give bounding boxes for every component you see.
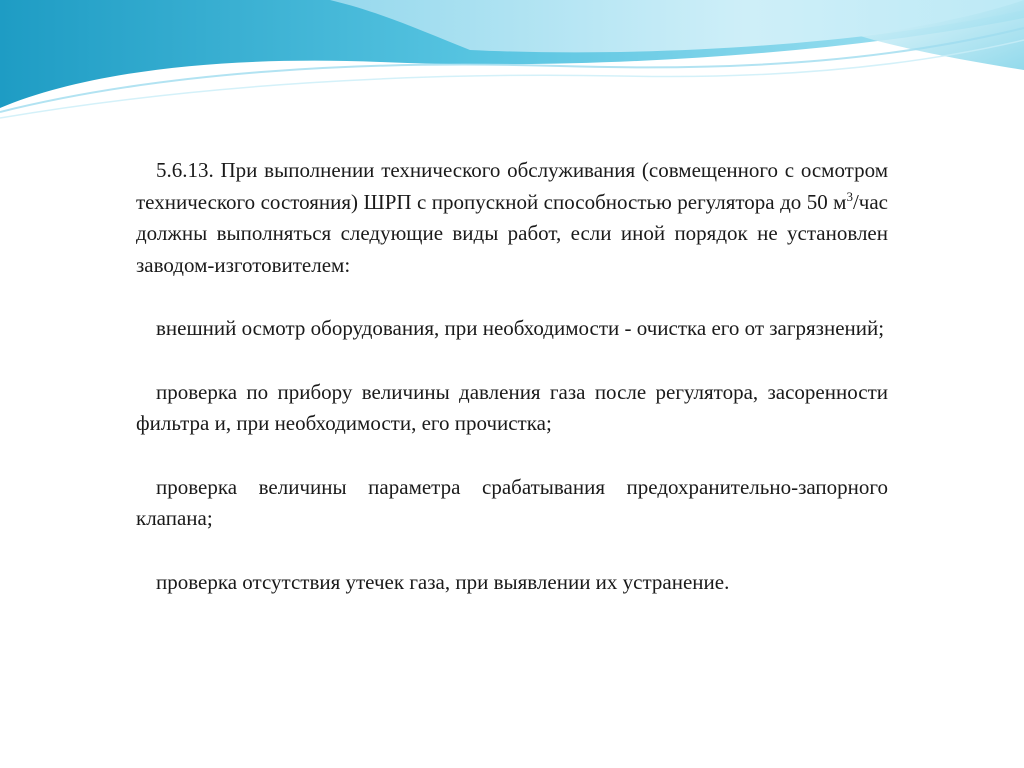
main-text-block (136, 155, 888, 598)
superscript-cubic: 3 (846, 188, 853, 204)
paragraph-intro (136, 155, 888, 281)
paragraph-item-valve-check: проверка величины параметра срабатывания предохранительно-запорного клапана; (136, 474, 888, 530)
paragraph-item-external-inspection: внешний осмотр оборудования, при необходимости - очистка его от загрязнений; (156, 316, 885, 340)
paragraph-intro-text-after-sup: /час должны выполняться следующие виды работ, если иной порядок не установлен заводом-изготовителем: (136, 189, 888, 277)
paragraph-item-pressure-check: проверка по прибору величины давления газа после регулятора, засоренности фильтра и, при необходимости, его прочистка; (136, 379, 888, 435)
paragraph-item-leak-check: проверка отсутствия утечек газа, при выявлении их устранение. (156, 569, 730, 594)
paragraph-intro-text-before-sup: 5.6.13. При выполнении технического обслуживания (совмещенного с осмотром технического состояния) ШРП с пропускной способностью регулятора до 50 м (136, 158, 888, 214)
decorative-wave-header (0, 0, 1024, 130)
